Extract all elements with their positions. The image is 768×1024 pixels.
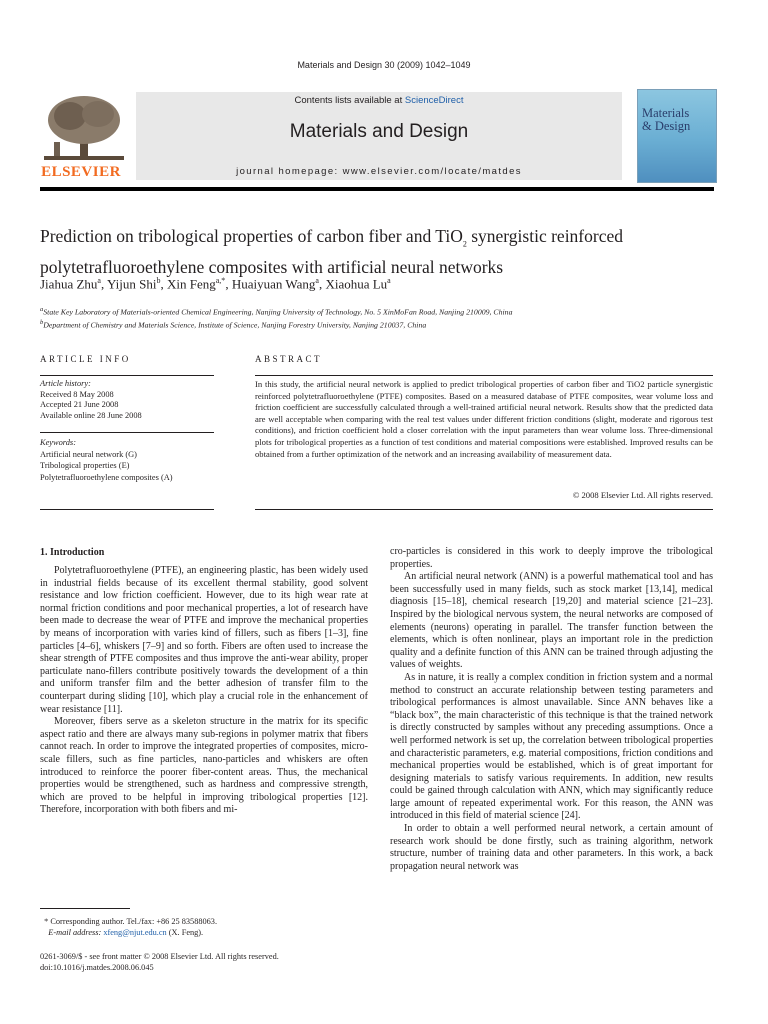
history-label: Article history: (40, 379, 91, 388)
journal-homepage-link[interactable]: journal homepage: www.elsevier.com/locate/matdes (236, 166, 522, 177)
divider (255, 375, 713, 376)
abstract-text: In this study, the artificial neural network is applied to predict tribological properties of carbon fiber and TiO2 particle synergistic reinforced polytetrafluoroethylene (PTFE) composites. Based on a measured database of PTFE composites, wear volume loss and friction coefficient are successfully calculated through a well-trained artificial neural network. Results show that the predicted data are well acceptable when comparing with the real test values under different friction conditions (slight, moderate and rigorous test conditions), and friction coefficient hold a closer correlation with the input parameters than wear volume loss. Three-dimensional plots for tribological properties as a function of test conditions and material compositions were established. Improved results can be obtained from a further optimization of the network and an increasing availability of measurement data. (255, 379, 713, 459)
affiliation-b: $^b$Department of Chemistry and Materials Science, Institute of Science, Nanjing Forestry University, Nanjing 210037, China (40, 319, 427, 330)
title-part2: synergistic reinforced polytetrafluoroethylene composites with artificial neural networks (40, 226, 623, 277)
paragraph: Moreover, fibers serve as a skeleton structure in the matrix for its specific aspect ratio and there are always many sub-regions in polymer matrix that fibers cannot reach. In order to improve the integrated properties of composites, micro-scale fillers, such as fine particles, nano-particles and whiskers are often introduced to reinforce the poorer fiber-content areas. Thus, the mechanical properties would be strengthened, such as hardness and compressive strength, which are proved to be helpful in improving tribological properties [12]. Therefore, incorporation with both fibers and mi- (40, 716, 368, 816)
publisher-logo-text: ELSEVIER (41, 164, 121, 180)
copyright-notice: © 2008 Elsevier Ltd. All rights reserved. (572, 490, 713, 500)
body-column-left (40, 565, 368, 817)
body-column-right (390, 546, 713, 873)
keywords (40, 437, 214, 483)
abstract-heading: ABSTRACT (255, 354, 323, 364)
divider (255, 509, 713, 510)
title-part1: Prediction on tribological properties of carbon fiber and TiO (40, 226, 463, 246)
author-affil-mark: a (315, 276, 319, 285)
corresponding-author-footnote (40, 916, 370, 938)
author-affil-mark: a,* (215, 276, 226, 285)
article-history (40, 379, 214, 421)
author-affil-mark: a (97, 276, 101, 285)
email-link[interactable]: xfeng@njut.edu.cn (103, 928, 167, 937)
received-date: Received 8 May 2008 (40, 389, 114, 399)
header-divider (40, 187, 714, 191)
paragraph: An artificial neural network (ANN) is a powerful mathematical tool and has been successfully used in many fields, such as stock market [13,14], medical diagnosis [15–18], chemical research [19,20] and material science [21–23]. Inspired by the biological nervous system, the neural networks are composed of elements (neurons) operating in parallel. The transfer function between the elements, which is often nonlinear, plays an important role in the prediction quality and a definite function of this ANN can be trained through adjusting the values of weights. (390, 571, 713, 671)
keyword-item: Polytetrafluoroethylene composites (A) (40, 472, 173, 482)
journal-citation: Materials and Design 30 (2009) 1042–1049 (297, 60, 471, 70)
doi-link[interactable]: doi:10.1016/j.matdes.2008.06.045 (40, 963, 154, 972)
divider (40, 509, 214, 510)
paragraph: In order to obtain a well performed neural network, a certain amount of research work should be done firstly, such as training algorithm, network structure, number of training data and other parameters. In this work, a back propagation neural network was (390, 823, 713, 872)
author-list: Jiahua Zhu$^a$, Yijun Shi$^b$, Xin Feng$^{a,*}$, Huaiyuan Wang$^a$, Xiaohua Lu$^a$ (40, 276, 391, 292)
article-title (40, 225, 720, 278)
online-date: Available online 28 June 2008 (40, 410, 142, 420)
author-affil-mark: b (156, 276, 161, 285)
divider (40, 432, 214, 433)
author-name[interactable]: Xin Feng (167, 276, 216, 292)
keyword-item: Tribological properties (E) (40, 461, 130, 470)
sciencedirect-link[interactable]: ScienceDirect (404, 95, 464, 106)
contents-prefix: Contents lists available at (294, 95, 405, 106)
keywords-label: Keywords: (40, 438, 76, 447)
paragraph: cro-particles is considered in this work to deeply improve the tribological properties. (390, 546, 713, 570)
page-footer (40, 951, 370, 973)
corresponding-author: * Corresponding author. Tel./fax: +86 25 83588063. (40, 917, 218, 926)
affiliation-a: $^a$State Key Laboratory of Materials-oriented Chemical Engineering, Nanjing University of Technology, No. 5 XinMoFan Road, Nanjing 210009, China (40, 306, 513, 317)
footnote-divider (40, 908, 130, 909)
paragraph: Polytetrafluoroethylene (PTFE), an engineering plastic, has been widely used in industrial fields because of its excellent thermal stability, good solvent resistance and low friction coefficient. However, due to its high wear rate at normal friction conditions and poor mechanical properties, a lot of research have been made to decrease the wear of PTFE and improve the mechanical properties by means of incorporation with varies kind of fillers, such as fibers [1–3], fine particles [4–6], whiskers [7–9] and so forth. Fibers are often used to increase the shear strength of PTFE composites and thus improve the anti-wear ability, proper particulate nano-fillers contribute positively towards the development of a thin and uniform transfer film and the better adhesion of transfer film to the counterpart during sliding [10], which play a crucial role in the enhancement of wear resistance [11]. (40, 565, 368, 715)
keyword-item: Artificial neural network (G) (40, 449, 137, 459)
author-name[interactable]: Yijun Shi (107, 276, 157, 292)
author-name[interactable]: Xiaohua Lu (325, 276, 388, 292)
accepted-date: Accepted 21 June 2008 (40, 400, 119, 409)
journal-cover-title (642, 107, 712, 133)
journal-title: Materials and Design (289, 121, 469, 142)
cover-title-line2: & Design (642, 119, 691, 133)
article-info-heading: ARTICLE INFO (40, 354, 131, 364)
section-heading-introduction: 1. Introduction (40, 547, 105, 558)
affiliations (40, 305, 720, 331)
author-name[interactable]: Huaiyuan Wang (231, 276, 316, 292)
author-affil-mark: a (387, 276, 391, 285)
journal-cover-image (637, 89, 717, 183)
cover-title-line1: Materials (642, 106, 690, 120)
paragraph: As in nature, it is really a complex condition in friction system and a normal method to construct an accurate relationship between testing parameters and tribological performances is almost unavailable. Since ANN behaves like a “black box”, the main characteristic of this technique is that the trained network is directly constructed by samples without any preceding assumptions. Once a well performed network is set up, the correlation between tribological properties and characteristic parameters, e.g. material compositions, friction conditions and mechanical properties would be established, which is of great important for designing materials to satisfy various requirements. In addition, new results could be gained through calculation with ANN, which may significantly reduce large amount of repeated experimental work. For this reason, the ANN was introduced in this field of material science [24]. (390, 671, 713, 822)
title-subscript: 2 (462, 239, 467, 249)
issn-line: 0261-3069/$ - see front matter © 2008 Elsevier Ltd. All rights reserved. (40, 952, 279, 961)
contents-line (136, 95, 622, 106)
divider (40, 375, 214, 376)
email-line: E-mail address: xfeng@njut.edu.cn (X. Feng). (48, 928, 204, 937)
author-name[interactable]: Jiahua Zhu (40, 276, 98, 292)
